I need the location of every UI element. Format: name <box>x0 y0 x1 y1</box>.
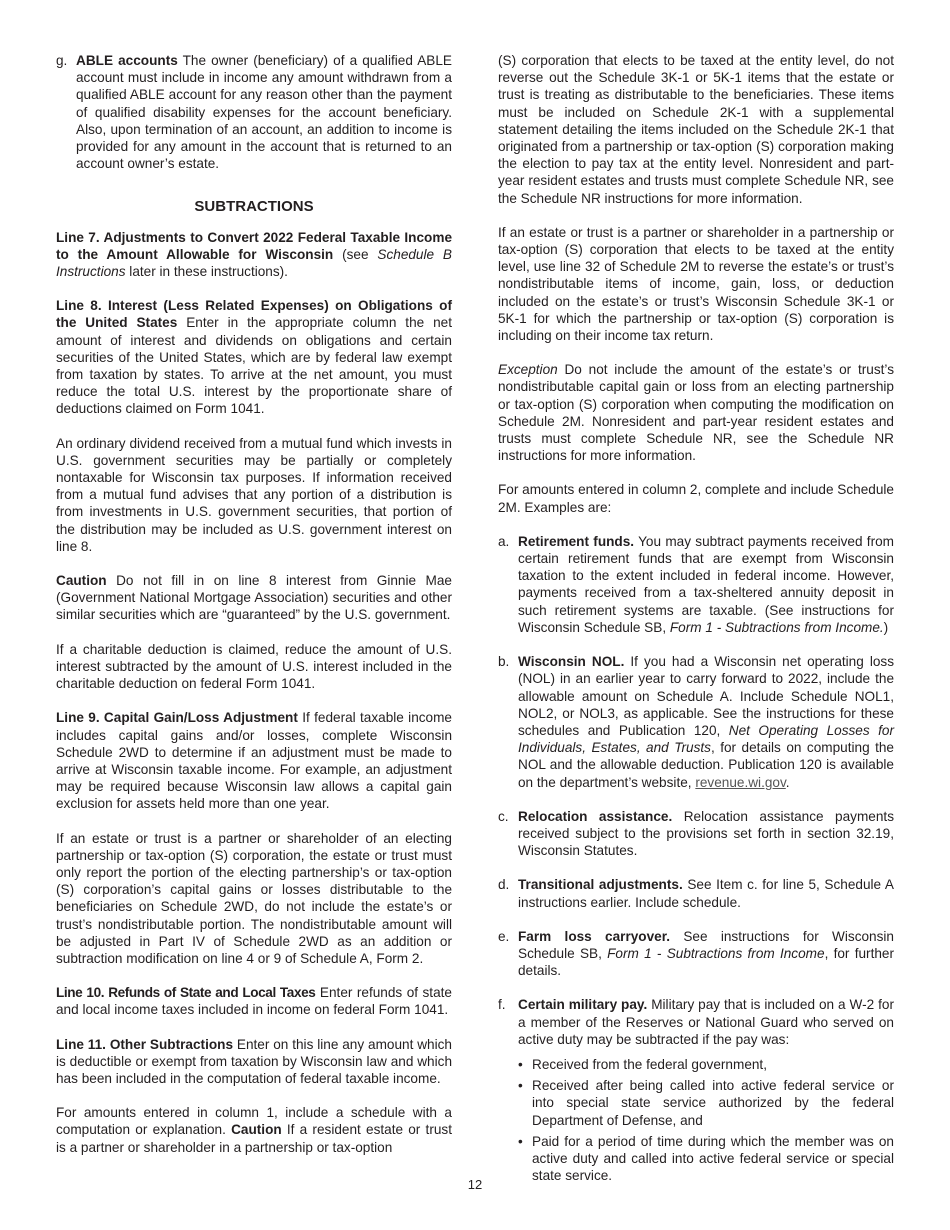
section-heading-subtractions: SUBTRACTIONS <box>194 198 314 216</box>
list-item-relocation-assistance: c. Relocation assistance. Relocation assistance payments received subject to the provisions set forth in section 32.19, Wisconsin Statutes. <box>498 808 894 859</box>
item-text: The owner (beneficiary) of a qualified ABLE account must include in income any amount withdrawn from a qualified ABLE account for any reason other than the payment of qualified disability expenses for the account beneficiary. Also, upon termination of an account, an addition to income is provided for any amount in the account that is returned to an account owner’s estate. <box>76 53 452 172</box>
item-marker: b. <box>498 654 510 670</box>
list-item: • Paid for a period of time during which the member was on active duty and called into active federal service or special state service. <box>518 1133 894 1184</box>
list-item: • Received after being called into active federal service or into special state service authorized by the federal Department of Defense, and <box>518 1078 894 1128</box>
left-column <box>56 52 452 1173</box>
paragraph-caution-ginnie-mae: Caution Do not fill in on line 8 interest from Ginnie Mae (Government National Mortgage Association) securities and other similar securities which are “guaranteed” by the U.S. government. <box>56 573 452 623</box>
item-marker: f. <box>498 997 506 1013</box>
paragraph-line-10: Line 10. Refunds of State and Local Taxes Enter refunds of state and local income taxes included in income on federal Form 1041. <box>56 985 452 1018</box>
paragraph-line-8: Line 8. Interest (Less Related Expenses) on Obligations of the United States Enter in the appropriate column the net amount of interest and dividends on obligations and certain securities of the United States, which are by federal law exempt from taxation by states. To arrive at the net amount, you must reduce the total U.S. interest by the proportionate share of deductions claimed on Form 1041. <box>56 298 452 417</box>
military-pay-bullets <box>498 1056 894 1184</box>
list-item-retirement-funds: a. Retirement funds. You may subtract payments received from certain retirement funds that are exempt from Wisconsin taxation to the extent included in federal income. However, payments received from a tax-sheltered annuity deposit in such retirement systems are taxable. (See instructions for Wisconsin Schedule SB, Form 1 - Subtractions from Income.) <box>498 533 894 635</box>
paragraph-line-9: Line 9. Capital Gain/Loss Adjustment If federal taxable income includes capital gains and/or losses, complete Wisconsin Schedule 2WD to determine if an adjustment must be made to arrive at Wisconsin taxable income. For example, an adjustment may be required because Wisconsin law allows a capital gain exclusion for assets held more than one year. <box>56 710 452 812</box>
item-marker: d. <box>498 877 510 893</box>
paragraph-mutual-fund-dividend: An ordinary dividend received from a mutual fund which invests in U.S. government securities may be partially or completely nontaxable for Wisconsin tax purposes. If information received from a mutual fund advises that any portion of a distribution is from investments in U.S. government securities, that portion of the distribution may be included as U.S. government interest on line 8. <box>56 435 452 554</box>
list-item-wisconsin-nol: b. Wisconsin NOL. If you had a Wisconsin net operating loss (NOL) in an earlier year to carry forward to 2022, include the allowable amount on Schedule A. Include Schedule NOL1, NOL2, or NOL3, as applicable. See the instructions for these schedules and Publication 120, Net Operating Losses for Individuals, Estates, and Trusts, for details on computing the NOL and the allowable deduction. Publication 120 is available on the department’s website, revenue.wi.gov. <box>498 654 894 790</box>
paragraph-continued-s-corp: (S) corporation that elects to be taxed at the entity level, do not reverse out the Schedule 3K-1 or 5K-1 items that the estate or trust is treating as distributable to the beneficiaries. These items must be included on Schedule 2K-1 with a supplemental statement detailing the items included on the Schedule 2K-1 that originated from a partnership or tax-option (S) corporation making the election to pay tax at the entity level. Nonresident and part-year resident estates and trusts must complete Schedule NR, see the Schedule NR instructions for more information. <box>498 53 894 206</box>
item-marker: c. <box>498 808 509 824</box>
right-column <box>498 52 894 1188</box>
paragraph-column-2: For amounts entered in column 2, complete and include Schedule 2M. Examples are: <box>498 482 894 515</box>
bullet-icon: • <box>518 1078 523 1094</box>
paragraph-charitable-deduction: If a charitable deduction is claimed, reduce the amount of U.S. interest subtracted by the amount of U.S. interest included in the charitable deduction on federal Form 1041. <box>56 641 452 692</box>
list-item: • Received from the federal government, <box>518 1056 767 1072</box>
paragraph-electing-partnership: If an estate or trust is a partner or shareholder of an electing partnership or tax-option (S) corporation, the estate or trust must only report the portion of the electing partnership’s or tax-option (S) corporation’s capital gains or losses distributable to the beneficiaries on Schedule 2WD, do not include the estate’s or trust’s nondistributable portion. The nondistributable amount will be adjusted in Part IV of Schedule 2WD as an addition or subtraction modification on line 4 or 9 of Schedule A, Form 2. <box>56 830 452 966</box>
bullet-icon: • <box>518 1056 523 1072</box>
list-item-military-pay: f. Certain military pay. Military pay that is included on a W-2 for a member of the Reserves or National Guard who served on active duty may be subtracted if the pay was: <box>498 997 894 1047</box>
revenue-website-link[interactable]: revenue.wi.gov <box>695 774 786 790</box>
page-number: 12 <box>467 1177 483 1192</box>
paragraph-line-11: Line 11. Other Subtractions Enter on this line any amount which is deductible or exempt from taxation by Wisconsin law and which has been included in the computation of federal taxable income. <box>56 1036 452 1086</box>
paragraph-column-1: For amounts entered in column 1, include a schedule with a computation or explanation. Caution If a resident estate or trust is a partner or shareholder in a partnership or tax-option <box>56 1105 452 1155</box>
paragraph-line-7: Line 7. Adjustments to Convert 2022 Federal Taxable Income to the Amount Allowable for Wisconsin (see Schedule B Instructions later in these instructions). <box>56 229 452 280</box>
item-marker: a. <box>498 533 510 549</box>
item-marker: e. <box>498 928 510 944</box>
item-marker: g. <box>56 53 68 68</box>
bullet-icon: • <box>518 1133 523 1149</box>
list-item-able-accounts <box>56 52 452 172</box>
list-item-transitional-adjustments: d. Transitional adjustments. See Item c. for line 5, Schedule A instructions earlier. Include schedule. <box>498 877 894 910</box>
list-item-farm-loss-carryover: e. Farm loss carryover. See instructions for Wisconsin Schedule SB, Form 1 - Subtractions from Income, for further details. <box>498 928 895 979</box>
paragraph-exception: Exception Do not include the amount of the estate’s or trust’s nondistributable capital gain or loss from an electing partnership or tax-option (S) corporation when computing the modification on Schedule 2M. Nonresident and part-year resident estates and trusts must complete Schedule NR, see the Schedule NR instructions for more information. <box>498 362 894 464</box>
item-title: ABLE accounts <box>76 53 178 68</box>
paragraph-schedule-2m-line-32: If an estate or trust is a partner or shareholder in a partnership or tax-option (S) corporation that elects to be taxed at the entity level, use line 32 of Schedule 2M to reverse the estate’s or trust’s nondistributable items of income, gain, loss, or deduction included on the estate’s or trust’s Wisconsin Schedule 3K-1 or 5K-1 for which the partnership or tax-option (S) corporation is including on their income tax return. <box>498 224 894 344</box>
